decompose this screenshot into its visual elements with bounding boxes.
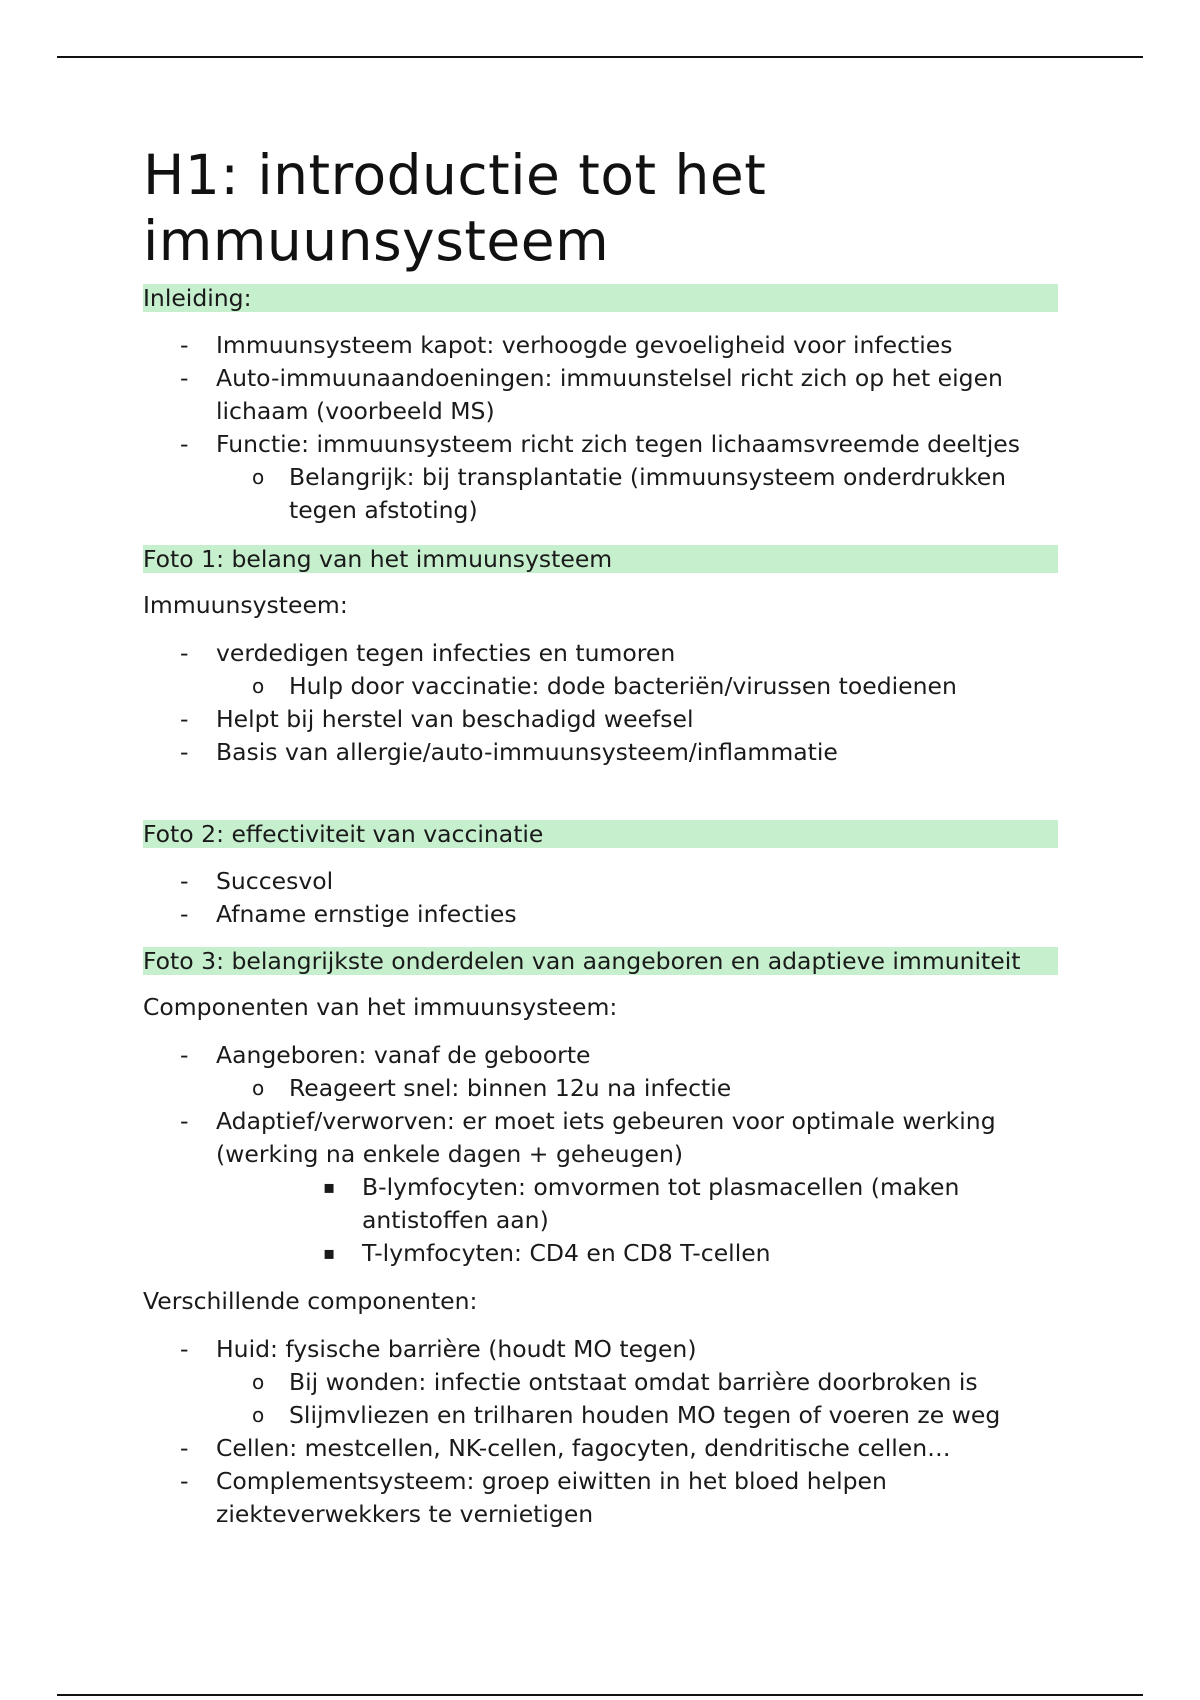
foto-3-intro: Componenten van het immuunsysteem: bbox=[143, 993, 618, 1021]
square-bullet: ▪ bbox=[323, 1177, 336, 1198]
circle-bullet: o bbox=[252, 465, 265, 489]
list-item: - Huid: fysische barrière (houdt MO tegen) bbox=[143, 1333, 1058, 1366]
list-item: o Slijmvliezen en trilharen houden MO tegen of voeren ze weg bbox=[143, 1399, 1058, 1432]
list-item: - Aangeboren: vanaf de geboorte bbox=[143, 1039, 1058, 1072]
list-item: o Belangrijk: bij transplantatie (immuunsysteem onderdrukken tegen afstoting) bbox=[252, 463, 1007, 524]
foto-3-intro-2: Verschillende componenten: bbox=[143, 1287, 478, 1315]
dash-bullet: - bbox=[180, 867, 189, 895]
section-heading-inleiding: Inleiding: bbox=[143, 284, 1058, 312]
title-line-2: immuunsysteem bbox=[143, 209, 610, 273]
header-rule bbox=[57, 56, 1143, 58]
footer-rule bbox=[57, 1694, 1143, 1696]
dash-bullet: - bbox=[180, 1467, 189, 1495]
list-item: - Auto-immuunaandoeningen: immuunstelsel richt zich op het eigen lichaam (voorbeeld MS) bbox=[180, 364, 1003, 425]
dash-bullet: - bbox=[180, 1041, 189, 1069]
list-item: ▪ B-lymfocyten: omvormen tot plasmacellen (maken antistoffen aan) bbox=[323, 1173, 960, 1234]
list-item: - Adaptief/verworven: er moet iets gebeuren voor optimale werking (werking na enkele dagen + geheugen) bbox=[180, 1107, 996, 1168]
circle-bullet: o bbox=[252, 1403, 265, 1427]
list-item: - Helpt bij herstel van beschadigd weefsel bbox=[143, 703, 1058, 736]
circle-bullet: o bbox=[252, 1076, 265, 1100]
list-item: - Functie: immuunsysteem richt zich tegen lichaamsvreemde deeltjes bbox=[143, 428, 1058, 461]
list-item: - verdedigen tegen infecties en tumoren bbox=[143, 637, 1058, 670]
section-heading-foto-3: Foto 3: belangrijkste onderdelen van aangeboren en adaptieve immuniteit bbox=[143, 947, 1058, 975]
foto-1-intro: Immuunsysteem: bbox=[143, 591, 348, 619]
list-item: o Hulp door vaccinatie: dode bacteriën/virussen toedienen bbox=[143, 670, 1058, 703]
dash-bullet: - bbox=[180, 1335, 189, 1363]
section-heading-foto-1: Foto 1: belang van het immuunsysteem bbox=[143, 545, 1058, 573]
list-item: o Reageert snel: binnen 12u na infectie bbox=[143, 1072, 1058, 1105]
title-line-1: H1: introductie tot het bbox=[143, 143, 767, 207]
list-item: o Bij wonden: infectie ontstaat omdat barrière doorbroken is bbox=[143, 1366, 1058, 1399]
dash-bullet: - bbox=[180, 900, 189, 928]
foto-1-list bbox=[143, 637, 1058, 769]
dash-bullet: - bbox=[180, 331, 189, 359]
square-bullet: ▪ bbox=[323, 1243, 336, 1264]
page-title bbox=[143, 142, 1058, 274]
list-item: ▪ T-lymfocyten: CD4 en CD8 T-cellen bbox=[143, 1237, 1058, 1270]
dash-bullet: - bbox=[180, 430, 189, 458]
dash-bullet: - bbox=[180, 1107, 189, 1135]
list-item: - Cellen: mestcellen, NK-cellen, fagocyten, dendritische cellen… bbox=[143, 1432, 1058, 1465]
foto-3-list-2 bbox=[143, 1333, 1058, 1531]
dash-bullet: - bbox=[180, 1434, 189, 1462]
dash-bullet: - bbox=[180, 705, 189, 733]
dash-bullet: - bbox=[180, 639, 189, 667]
dash-bullet: - bbox=[180, 738, 189, 766]
inleiding-list bbox=[143, 329, 1058, 527]
foto-2-list bbox=[143, 865, 1058, 931]
list-item: - Immuunsysteem kapot: verhoogde gevoeligheid voor infecties bbox=[143, 329, 1058, 362]
document-body bbox=[143, 142, 1058, 1531]
list-item: - Afname ernstige infecties bbox=[143, 898, 1058, 931]
circle-bullet: o bbox=[252, 1370, 265, 1394]
list-item: - Basis van allergie/auto-immuunsysteem/inflammatie bbox=[143, 736, 1058, 769]
foto-3-list bbox=[143, 1039, 1058, 1270]
circle-bullet: o bbox=[252, 674, 265, 698]
list-item: - Succesvol bbox=[143, 865, 1058, 898]
section-heading-foto-2: Foto 2: effectiviteit van vaccinatie bbox=[143, 820, 1058, 848]
dash-bullet: - bbox=[180, 364, 189, 392]
list-item: - Complementsysteem: groep eiwitten in het bloed helpen ziekteverwekkers te vernietigen bbox=[180, 1467, 887, 1528]
